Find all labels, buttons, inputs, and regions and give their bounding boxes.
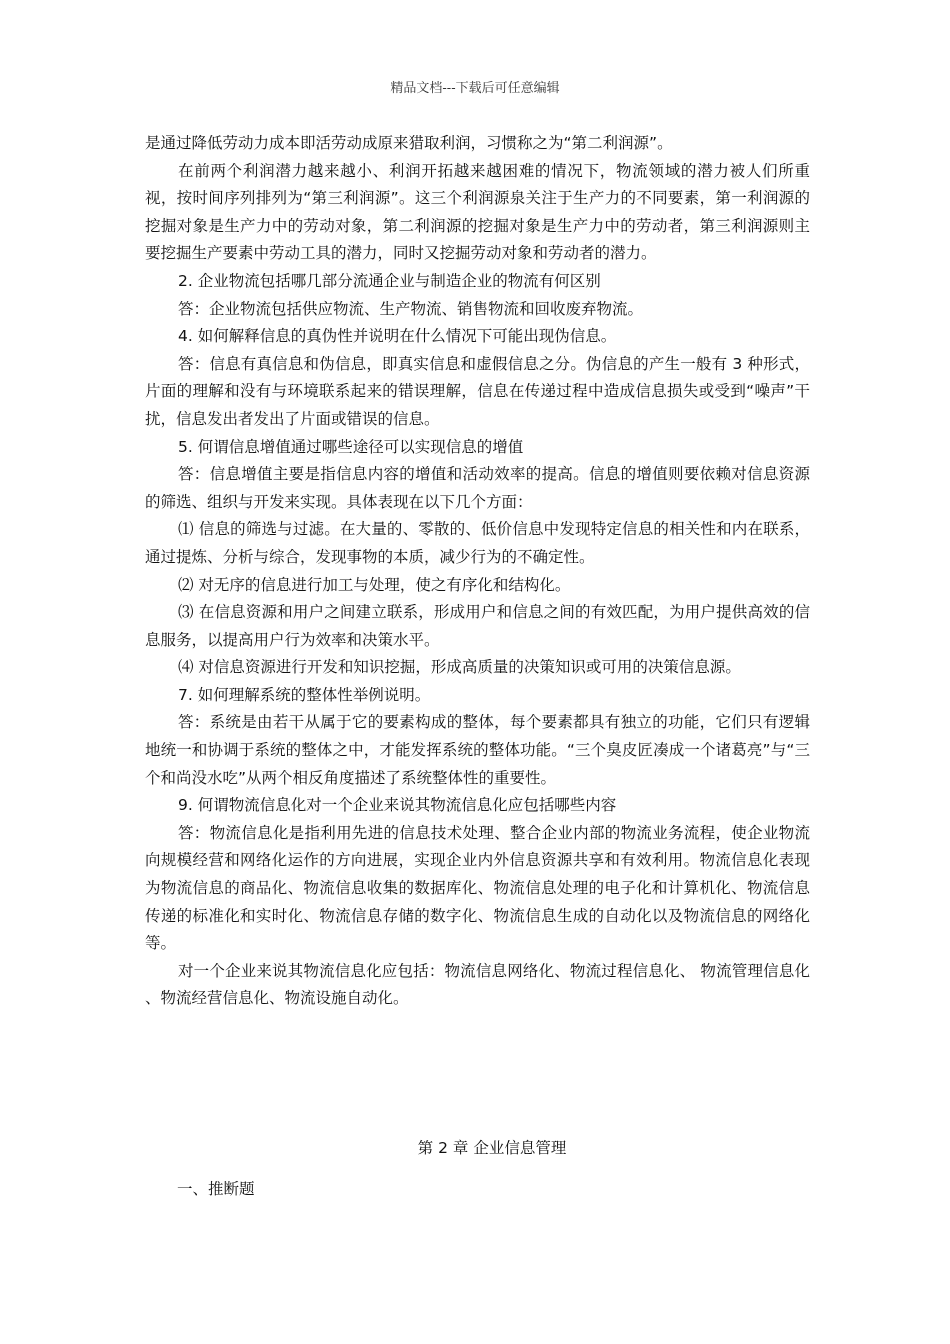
section-heading: 一、推断题 [177,1180,255,1198]
paragraph: ⑴ 信息的筛选与过滤。在大量的、零散的、低价信息中发现特定信息的相关性和内在联系，通过提炼、分析与综合，发现事物的本质，减少行为的不确定性。 [145,520,810,566]
paragraph: 答：企业物流包括供应物流、生产物流、销售物流和回收废弃物流。 [178,299,644,318]
paragraph: 答：信息有真信息和伪信息，即真实信息和虚假信息之分。伪信息的产生一般有 3 种形式，片面的理解和没有与环境联系起来的错误理解，信息在传递过程中造成信息损失或受到“噪声”干扰，信息发出者发出了片面或错误的信息。 [145,354,810,428]
paragraph: ⑷ 对信息资源进行开发和知识挖掘，形成高质量的决策知识或可用的决策信息源。 [178,658,741,677]
paragraph: 2. 企业物流包括哪几部分流通企业与制造企业的物流有何区别 [178,271,601,290]
paragraph: 5. 何谓信息增值通过哪些途径可以实现信息的增值 [178,437,524,456]
paragraph: 答：物流信息化是指利用先进的信息技术处理、整合企业内部的物流业务流程，使企业物流向规模经营和网络化运作的方向进展，实现企业内外信息资源共享和有效利用。物流信息化表现为物流信息的商品化、物流信息收集的数据库化、物流信息处理的电子化和计算机化、物流信息传递的标准化和实时化、物流信息存储的数字化、物流信息生成的自动化以及物流信息的网络化等。 [145,823,810,953]
paragraph: 4. 如何解释信息的真伪性并说明在什么情况下可能出现伪信息。 [178,327,617,346]
paragraph: ⑵ 对无序的信息进行加工与处理，使之有序化和结构化。 [178,575,571,594]
document-body [145,130,810,1013]
paragraph: 在前两个利润潜力越来越小、利润开拓越来越困难的情况下，物流领域的潜力被人们所重视，按时间序列排列为“第三利润源”。这三个利润源泉关注于生产力的不同要素，第一利润源的挖掘对象是生产力中的劳动对象，第二利润源的挖掘对象是生产力中的劳动者，第三利润源则主要挖掘生产要素中劳动工具的潜力，同时又挖掘劳动对象和劳动者的潜力。 [145,161,810,263]
paragraph: 9. 何谓物流信息化对一个企业来说其物流信息化应包括哪些内容 [178,796,617,815]
page-header: 精品文档---下载后可任意编辑 [390,81,560,96]
chapter-title: 第 2 章 企业信息管理 [417,1139,567,1157]
paragraph: ⑶ 在信息资源和用户之间建立联系，形成用户和信息之间的有效匹配，为用户提供高效的信息服务，以提高用户行为效率和决策水平。 [145,603,810,649]
paragraph: 是通过降低劳动力成本即活劳动成原来猎取利润，习惯称之为“第二利润源”。 [145,134,673,152]
paragraph: 对一个企业来说其物流信息化应包括：物流信息网络化、物流过程信息化、 物流管理信息化 、物流经营信息化、物流设施自动化。 [145,961,810,1008]
paragraph: 答：信息增值主要是指信息内容的增值和活动效率的提高。信息的增值则要依赖对信息资源的筛选、组织与开发来实现。具体表现在以下几个方面： [145,465,810,511]
paragraph: 答：系统是由若干从属于它的要素构成的整体，每个要素都具有独立的功能，它们只有逻辑地统一和协调于系统的整体之中，才能发挥系统的整体功能。“三个臭皮匠凑成一个诸葛亮”与“三个和尚没水吃”从两个相反角度描述了系统整体性的重要性。 [145,713,810,787]
paragraph: 7. 如何理解系统的整体性举例说明。 [178,685,431,704]
